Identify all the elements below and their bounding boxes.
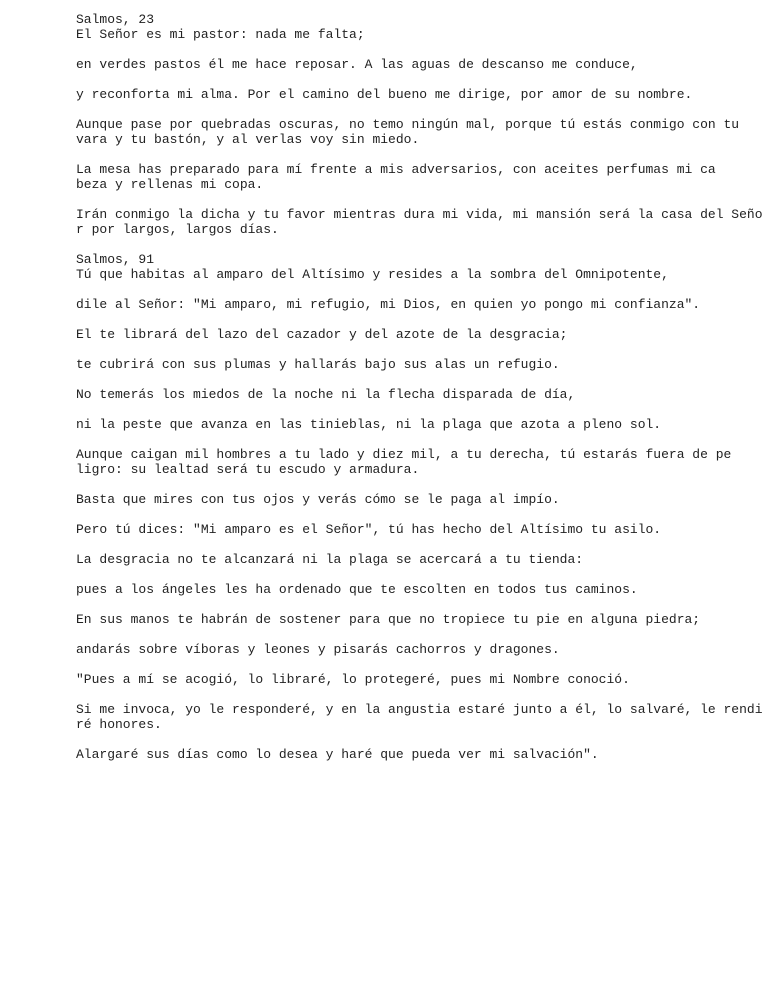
psalm-91-section [76,252,763,762]
verse-line: El te librará del lazo del cazador y del azote de la desgracia; [76,327,568,342]
verse-paragraph [76,297,748,312]
verse-paragraph [76,747,748,762]
verse-paragraph [76,417,748,432]
verse-line: La mesa has preparado para mí frente a mis adversarios, con aceites perfumas mi ca [76,162,716,177]
verse-paragraph [76,207,763,237]
verse-line: ré honores. [76,717,162,732]
verse-line: r por largos, largos días. [76,222,279,237]
verse-line: te cubrirá con sus plumas y hallarás bajo sus alas un refugio. [76,357,560,372]
verse-line: Aunque caigan mil hombres a tu lado y diez mil, a tu derecha, tú estarás fuera de pe [76,447,732,462]
verse-paragraph [76,447,748,477]
verse-line: ligro: su lealtad será tu escudo y armadura. [76,462,420,477]
verse-paragraph [76,552,748,567]
verse-line: En sus manos te habrán de sostener para que no tropiece tu pie en alguna piedra; [76,612,701,627]
verse-line: Basta que mires con tus ojos y verás cómo se le paga al impío. [76,492,560,507]
verse-line: Tú que habitas al amparo del Altísimo y resides a la sombra del Omnipotente, [76,267,669,282]
psalm-heading: Salmos, 91 [76,252,155,267]
verse-paragraph [76,642,748,657]
verse-line: pues a los ángeles les ha ordenado que te escolten en todos tus caminos. [76,582,638,597]
verse-paragraph [76,387,748,402]
psalm-heading: Salmos, 23 [76,12,155,27]
verse-line: "Pues a mí se acogió, lo libraré, lo protegeré, pues mi Nombre conoció. [76,672,630,687]
verse-line: Pero tú dices: "Mi amparo es el Señor", tú has hecho del Altísimo tu asilo. [76,522,662,537]
verse-line: ni la peste que avanza en las tinieblas, ni la plaga que azota a pleno sol. [76,417,662,432]
verse-paragraph [76,582,748,597]
verse-line: Irán conmigo la dicha y tu favor mientras dura mi vida, mi mansión será la casa del Seño [76,207,763,222]
verse-line: beza y rellenas mi copa. [76,177,264,192]
verse-paragraph [76,162,748,192]
verse-line: Aunque pase por quebradas oscuras, no temo ningún mal, porque tú estás conmigo con tu [76,117,740,132]
verse-line: El Señor es mi pastor: nada me falta; [76,27,365,42]
verse-line: No temerás los miedos de la noche ni la flecha disparada de día, [76,387,576,402]
verse-paragraph [76,87,748,102]
verse-paragraph [76,492,748,507]
verse-line: La desgracia no te alcanzará ni la plaga se acercará a tu tienda: [76,552,584,567]
psalm-23-section [76,12,763,237]
verse-line: vara y tu bastón, y al verlas voy sin miedo. [76,132,420,147]
verse-line: Si me invoca, yo le responderé, y en la angustia estaré junto a él, lo salvaré, le rendi [76,702,763,717]
verse-line: dile al Señor: "Mi amparo, mi refugio, mi Dios, en quien yo pongo mi confianza". [76,297,701,312]
verse-paragraph [76,672,748,687]
verse-paragraph [76,522,748,537]
verse-paragraph [76,117,748,147]
verse-line: en verdes pastos él me hace reposar. A las aguas de descanso me conduce, [76,57,638,72]
verse-paragraph [76,27,748,42]
verse-paragraph [76,57,748,72]
verse-paragraph [76,267,748,282]
verse-line: y reconforta mi alma. Por el camino del bueno me dirige, por amor de su nombre. [76,87,693,102]
verse-paragraph [76,612,748,627]
verse-paragraph [76,702,763,732]
document-page [76,12,763,777]
verse-line: andarás sobre víboras y leones y pisarás cachorros y dragones. [76,642,560,657]
verse-paragraph [76,327,748,342]
verse-paragraph [76,357,748,372]
verse-line: Alargaré sus días como lo desea y haré que pueda ver mi salvación". [76,747,599,762]
